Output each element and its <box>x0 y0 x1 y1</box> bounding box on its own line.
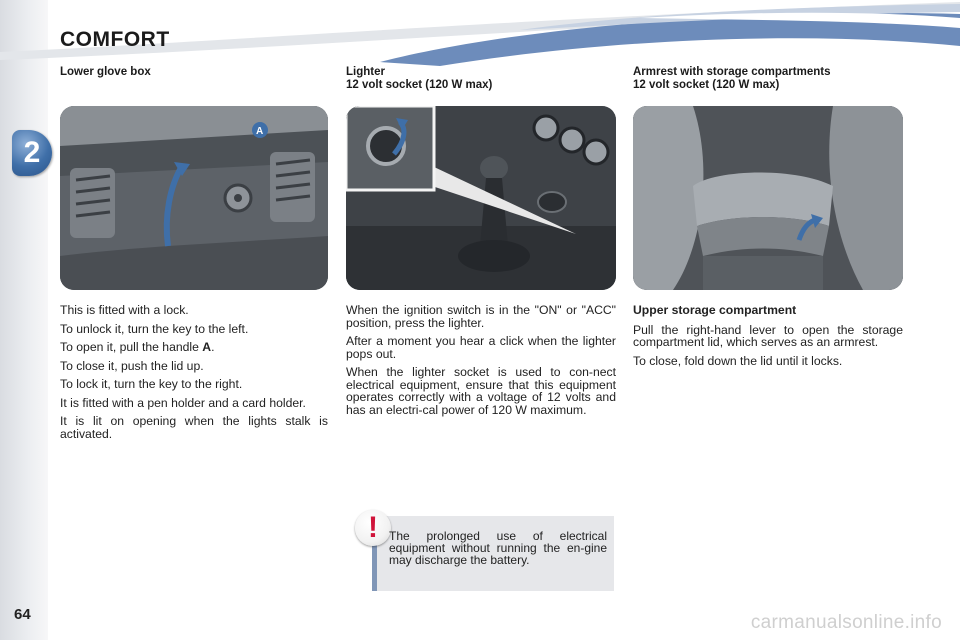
armrest-photo <box>633 106 903 290</box>
glove-box-paragraph <box>60 341 328 354</box>
column-lighter <box>346 66 616 422</box>
page-number: 64 <box>14 606 31 623</box>
armrest-subheading: Upper storage compartment <box>633 303 797 317</box>
column-glove-box <box>60 66 328 446</box>
glove-box-paragraph: It is fitted with a pen holder and a card holder. <box>60 395 306 410</box>
column-armrest <box>633 66 903 373</box>
glove-box-photo <box>60 106 328 290</box>
glove-box-paragraph: To unlock it, turn the key to the left. <box>60 321 249 336</box>
handle-label: A <box>202 340 212 354</box>
lighter-paragraph: When the lighter socket is used to con-nect electrical equipment, ensure that this equipment operates correctly with a voltage of 12 volts and has an electri-cal power of 120 W maximum. <box>346 365 616 417</box>
armrest-heading-line1: Armrest with storage compartments <box>633 66 831 78</box>
watermark: carmanualsonline.info <box>750 612 942 633</box>
glove-box-paragraph: This is fitted with a lock. <box>60 303 189 317</box>
lighter-heading-line2: 12 volt socket (120 W max) <box>346 79 493 91</box>
svg-text:A: A <box>256 126 264 137</box>
glove-box-paragraph: To close it, push the lid up. <box>60 358 204 373</box>
armrest-heading <box>633 66 903 106</box>
battery-warning-note <box>368 511 614 591</box>
armrest-paragraph: Pull the right-hand lever to open the storage compartment lid, which serves as an armrest. <box>633 322 903 349</box>
glove-box-paragraph: To lock it, turn the key to the right. <box>60 377 243 391</box>
armrest-heading-line2: 12 volt socket (120 W max) <box>633 79 780 91</box>
lighter-paragraph: When the ignition switch is in the "ON" or "ACC" position, press the lighter. <box>346 303 616 330</box>
glove-box-paragraph: It is lit on opening when the lights stalk is activated. <box>60 414 328 441</box>
lighter-heading-line1: Lighter <box>346 66 385 78</box>
page-title: COMFORT <box>60 28 170 51</box>
armrest-paragraph: To close, fold down the lid until it locks. <box>633 353 843 368</box>
chapter-number: 2 <box>23 136 41 169</box>
lighter-socket-photo <box>346 106 616 290</box>
side-band <box>0 0 48 640</box>
warning-text: The prolonged use of electrical equipment without running the en-gine may discharge the battery. <box>389 529 607 567</box>
lighter-paragraph: After a moment you hear a click when the lighter pops out. <box>346 334 616 361</box>
glove-box-text <box>60 304 328 440</box>
lighter-heading <box>346 66 616 106</box>
lighter-text <box>346 304 616 416</box>
sentence-period: . <box>211 340 215 354</box>
armrest-text <box>633 304 903 367</box>
open-instruction: To open it, pull the handle <box>60 340 199 354</box>
glove-box-heading: Lower glove box <box>60 66 151 78</box>
exclamation-icon: ! <box>355 510 391 546</box>
